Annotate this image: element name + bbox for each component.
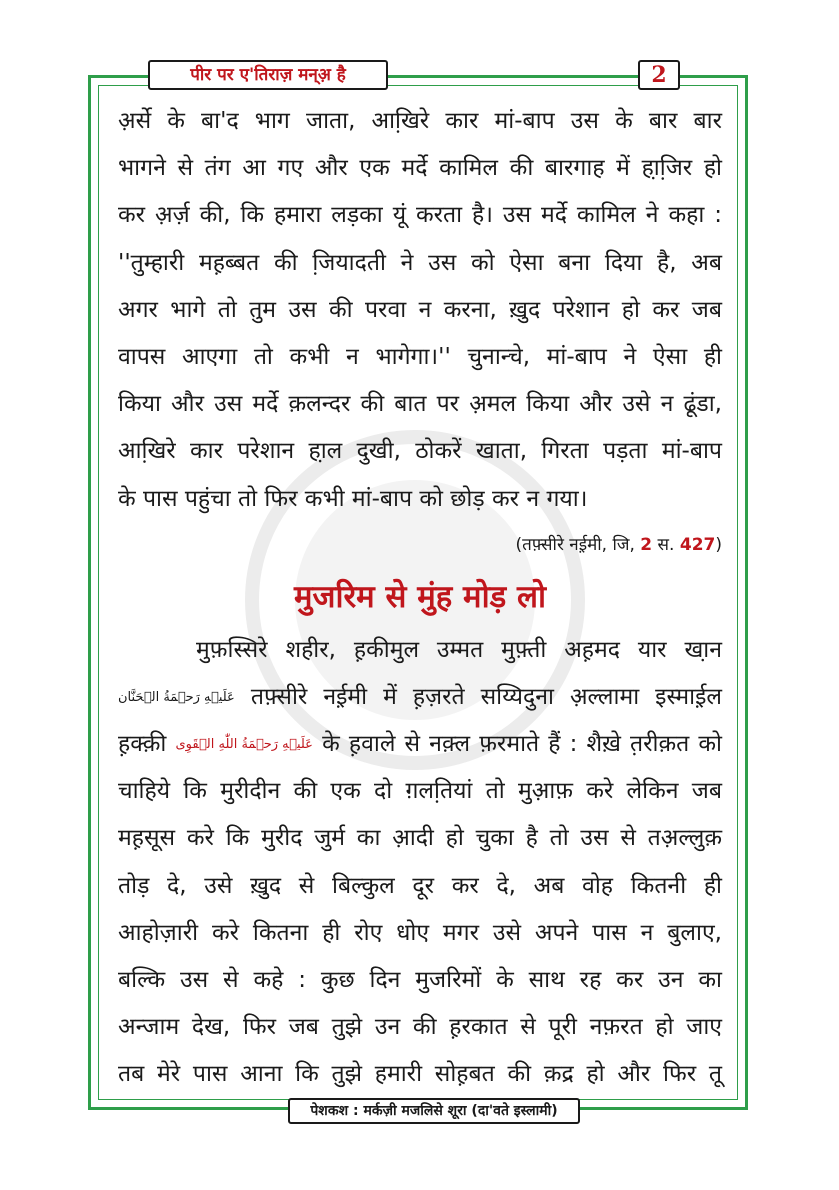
page-number: 2 bbox=[638, 60, 680, 90]
section-heading: मुजरिम से मुंह मोड़ लो bbox=[293, 578, 547, 615]
text-line: मह़सूस करे कि मुरीद जुर्म का आ़दी हो चुका है तो उस से तअ़ल्लुक़ bbox=[118, 825, 722, 852]
running-title: पीर पर ए'तिराज़ मन्अ़ है bbox=[148, 60, 388, 90]
text-line-with-arabic bbox=[118, 721, 722, 768]
text-line: वापस आएगा तो कभी न भागेगा।'' चुनान्चे, मां-बाप ने ऐसा ही bbox=[118, 343, 722, 370]
citation-page: 427 bbox=[679, 534, 716, 555]
text-line: किया और उस मर्दे क़लन्दर की बात पर अ़मल किया और उसे न ढूंडा, bbox=[118, 391, 722, 418]
text-line: मुफ़स्सिरे शहीर, ह़कीमुल उम्मत मुफ़्ती अह़मद यार खा़न bbox=[196, 636, 722, 663]
text-line: भागने से तंग आ गए और एक मर्दे कामिल की बारगाह में हा़जि़र हो bbox=[118, 155, 722, 182]
arabic-honorific: عَلَيۡهِ رَحۡمَةُ اللّٰهِ الۡقَوِی bbox=[175, 737, 313, 753]
footer-credit: पेशकश : मर्कज़ी मजलिसे शूरा (दा'वते इस्लामी) bbox=[288, 1098, 580, 1124]
text-line: आहोज़ारी करे कितना ही रोए धोए मगर उसे अपने पास न बुलाए, bbox=[118, 919, 722, 946]
text-line: अगर भागे तो तुम उस की परवा न करना, खु़द परेशान हो कर जब bbox=[118, 296, 722, 323]
text-line: तब मेरे पास आना कि तुझे हमारी सोह़बत की क़द्र हो और फिर तू bbox=[118, 1061, 722, 1088]
citation-suffix: ) bbox=[715, 534, 722, 555]
text-line: के पास पहुंचा तो फिर कभी मां-बाप को छोड़ कर न गया। bbox=[118, 485, 588, 512]
text-line-with-arabic bbox=[118, 674, 722, 721]
text-line: ''तुम्हारी मह़ब्बत की जि़यादती ने उस को ऐसा बना दिया है, अब bbox=[118, 249, 722, 276]
text-segment: के ह़वाले से नक़्ल फ़रमाते हैं : शैखे़ त़रीक़त को bbox=[322, 731, 723, 758]
text-segment: तफ़्सीरे नई़मी में ह़ज़रते सय्यिदुना अ़ल्लामा इस्माई़ल bbox=[250, 683, 722, 710]
text-line: बल्कि उस से कहे : कुछ दिन मुजरिमों के साथ रह कर उन का bbox=[118, 967, 722, 993]
text-line: अ़र्से के बा'द भाग जाता, आखि़रे कार मां-बाप उस के बार बार bbox=[118, 108, 722, 134]
text-line: चाहिये कि मुरीदीन की एक दो ग़लति़यां तो मुआ़फ़ करे लेकिन जब bbox=[118, 778, 722, 805]
text-line: अन्जाम देख, फिर जब तुझे उन की ह़रकात से पूरी नफ़रत हो जाए bbox=[118, 1014, 722, 1041]
text-line: तोड़ दे, उसे खु़द से बिल्कुल दूर कर दे, अब वोह कितनी ही bbox=[118, 872, 722, 899]
page-body bbox=[118, 98, 722, 1099]
citation-mid: स. bbox=[657, 534, 675, 555]
arabic-honorific: عَلَيۡهِ رَحۡمَةُ الۡحَنَّان bbox=[118, 689, 235, 705]
text-segment: ह़क्क़ी bbox=[118, 731, 167, 758]
citation bbox=[118, 523, 722, 567]
text-line: कर अ़र्ज़ की, कि हमारा लड़का यूं करता है। उस मर्दे कामिल ने कहा : bbox=[118, 202, 722, 229]
text-line: आखि़रे कार परेशान हा़ल दुखी, ठोकरें खाता, गिरता पड़ता मां-बाप bbox=[118, 438, 722, 465]
citation-prefix: (तफ़्सीरे नई़मी, जि, bbox=[515, 534, 635, 555]
citation-volume: 2 bbox=[640, 534, 653, 555]
